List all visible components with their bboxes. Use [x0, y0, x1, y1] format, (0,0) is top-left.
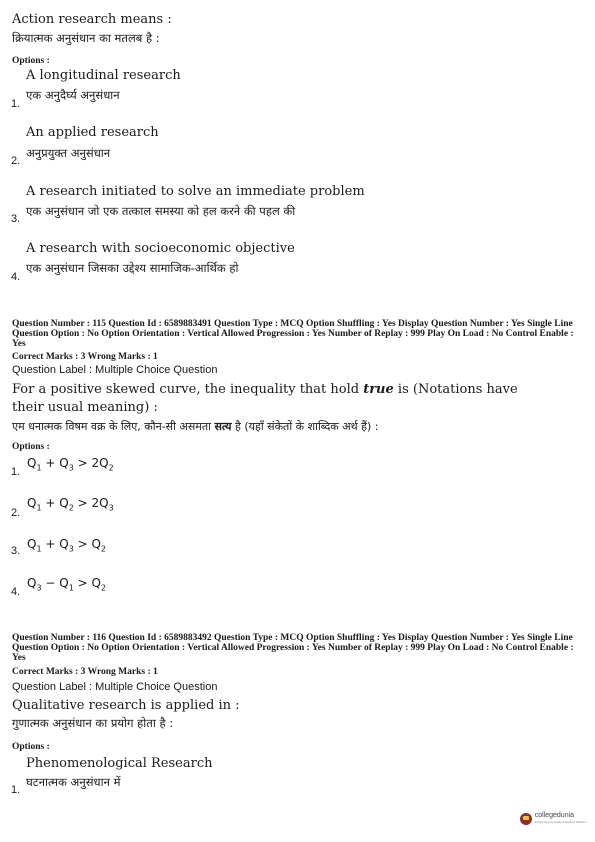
q115-marks: Correct Marks : 3 Wrong Marks : 1: [12, 352, 158, 362]
q114-option-3-number: 3.: [11, 213, 21, 225]
q115-text-hi-part-1: एम धनात्मक विषम वक्र के लिए, कौन-सी असमता: [12, 420, 215, 433]
q114-option-4-hi: एक अनुसंधान जिसका उद्देश्य सामाजिक-आर्थिक हो: [26, 261, 239, 275]
q115-option-3-formula: $Q_1 + Q_3 > Q_2$: [27, 537, 107, 554]
q114-options-label: Options :: [12, 56, 50, 66]
q115-text-en-line-2: their usual meaning) :: [12, 400, 158, 415]
q114-option-4-number: 4.: [11, 271, 21, 283]
q115-option-4-number: 4.: [11, 586, 21, 598]
q115-options-label: Options :: [12, 442, 50, 452]
q115-text-en-line-1: [12, 382, 518, 397]
q115-option-1-formula: $Q_1 + Q_3 > 2Q_2$: [27, 456, 114, 473]
q114-text-hi: क्रियात्मक अनुसंधान का मतलब है :: [12, 31, 160, 45]
q114-option-2-number: 2.: [11, 155, 21, 167]
q114-option-1-en: A longitudinal research: [26, 68, 181, 83]
q115-text-hi: [12, 419, 379, 434]
q116-meta: Question Number : 116 Question Id : 6589883492 Question Type : MCQ Option Shuffling : Yes Display Question Number : Yes Single Line Question Option : No Option Orientation : Vertical Allowed Progression : Yes Number of Replay : 999 Play On Load : No Control Enable : Yes: [12, 633, 574, 663]
q116-text-en: Qualitative research is applied in :: [12, 698, 240, 713]
q115-label: Question Label : Multiple Choice Question: [12, 364, 218, 376]
q114-text-en: Action research means :: [12, 12, 172, 27]
q114-option-1-hi: एक अनुदैर्घ्य अनुसंधान: [26, 88, 120, 102]
collegedunia-watermark: [520, 812, 587, 826]
graduation-cap-icon: [520, 813, 532, 825]
watermark-text: [535, 812, 587, 826]
q115-text-hi-part-2: है (यहाँ संकेतों के शाब्दिक अर्थ हैं) :: [231, 420, 379, 433]
q115-option-4-formula: $Q_3 - Q_1 > Q_2$: [27, 576, 107, 593]
q116-marks: Correct Marks : 3 Wrong Marks : 1: [12, 667, 158, 677]
watermark-name: collegedunia: [534, 812, 575, 819]
q115-text-en-emphasis: true: [363, 382, 394, 397]
q115-option-1-number: 1.: [11, 466, 21, 478]
q114-option-2-en: An applied research: [26, 125, 159, 140]
q116-option-1-number: 1.: [11, 784, 21, 796]
q116-option-1-en: Phenomenological Research: [26, 756, 213, 771]
q116-options-label: Options :: [12, 742, 50, 752]
watermark-tagline: India's largest Student Review Platform: [534, 820, 587, 824]
q116-text-hi: गुणात्मक अनुसंधान का प्रयोग होता है :: [12, 716, 174, 730]
q114-option-2-hi: अनुप्रयुक्त अनुसंधान: [26, 146, 111, 160]
q114-option-3-hi: एक अनुसंधान जो एक तत्काल समस्या को हल करने की पहल की: [26, 204, 296, 218]
q115-meta: Question Number : 115 Question Id : 6589883491 Question Type : MCQ Option Shuffling : Yes Display Question Number : Yes Single Line Question Option : No Option Orientation : Vertical Allowed Progression : Yes Number of Replay : 999 Play On Load : No Control Enable : Yes: [12, 319, 574, 349]
q115-option-2-formula: $Q_1 + Q_2 > 2Q_3$: [27, 496, 114, 513]
q116-label: Question Label : Multiple Choice Question: [12, 681, 218, 693]
q116-option-1-hi: घटनात्मक अनुसंधान में: [26, 775, 121, 789]
q114-option-1-number: 1.: [11, 98, 21, 110]
q115-text-en-part-1: For a positive skewed curve, the inequality that hold: [12, 382, 364, 397]
q115-option-2-number: 2.: [11, 507, 21, 519]
q115-text-hi-bold: सत्य: [214, 420, 232, 433]
q115-option-3-number: 3.: [11, 545, 21, 557]
q115-text-en-part-2: is (Notations have: [393, 382, 518, 397]
q114-option-4-en: A research with socioeconomic objective: [26, 241, 295, 256]
q114-option-3-en: A research initiated to solve an immediate problem: [26, 184, 365, 199]
